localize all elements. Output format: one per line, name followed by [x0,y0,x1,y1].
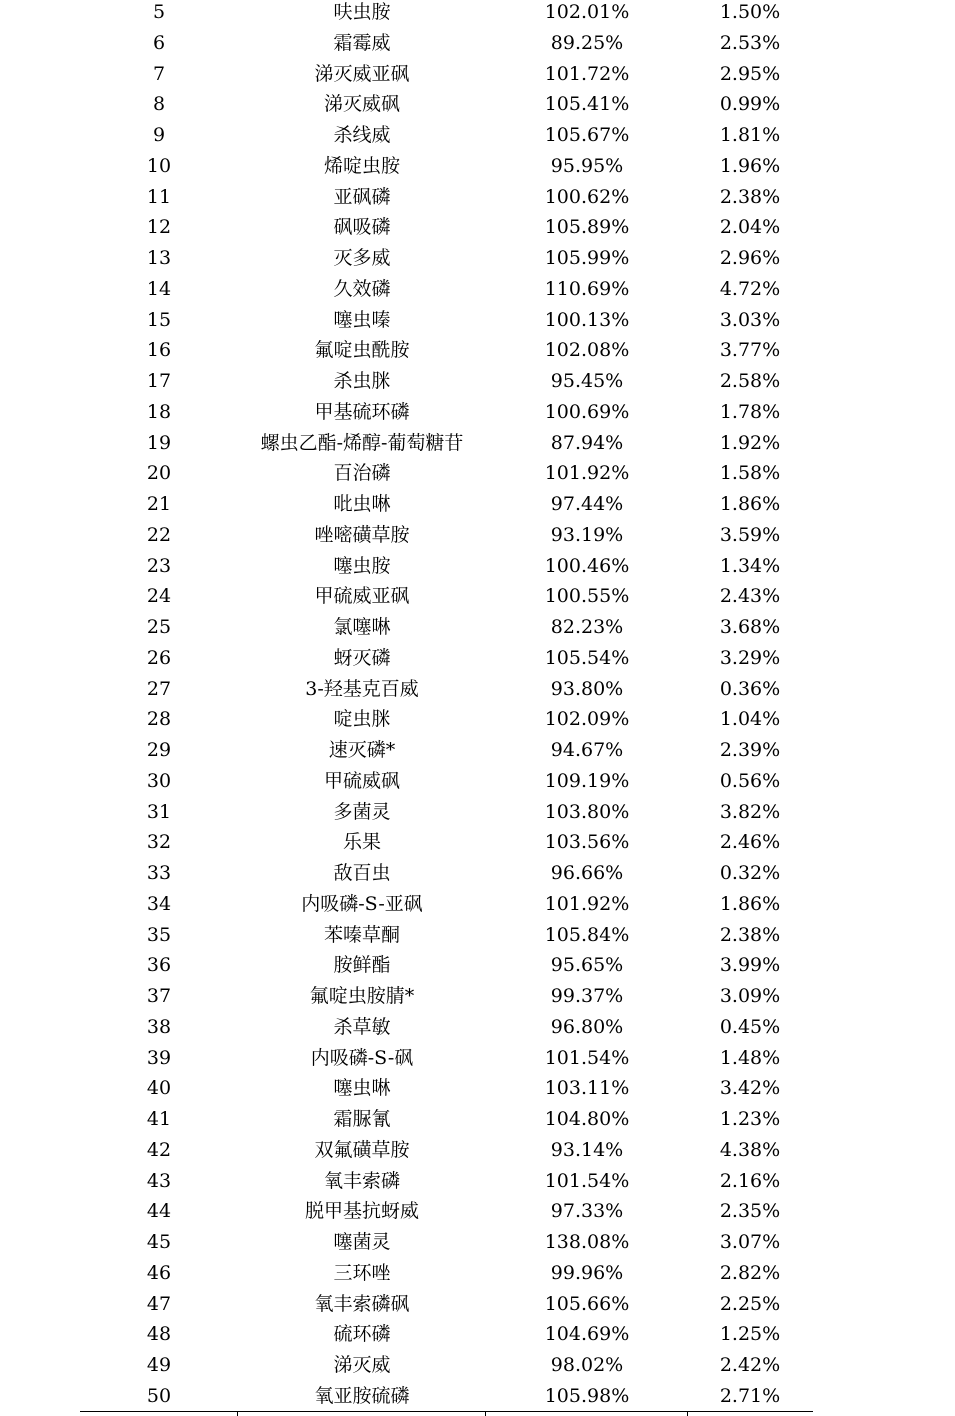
recovery-value: 100.69% [544,400,630,423]
rsd-value: 3.59% [719,523,781,546]
table-row [0,428,955,459]
recovery-value: 99.37% [550,985,624,1007]
recovery-value: 105.54% [544,646,630,669]
table-row [0,1258,955,1289]
compound-name: 霜脲氰 [333,1108,391,1130]
rsd-value: 1.92% [719,431,781,454]
compound-name: 霜霉威 [333,31,391,54]
row-number: 10 [146,154,172,177]
row-number: 45 [146,1231,172,1253]
table-row [0,551,955,582]
recovery-value: 94.67% [550,739,624,761]
rsd-value: 2.71% [719,1384,781,1407]
recovery-value: 95.65% [550,954,624,977]
rsd-value: 0.99% [719,93,781,116]
table-row [0,674,955,705]
recovery-value: 100.55% [544,585,630,608]
table-row [0,1227,955,1258]
compound-name: 涕灭威砜 [323,93,400,116]
recovery-value: 101.92% [544,462,630,485]
recovery-value: 93.80% [550,677,624,700]
recovery-value: 100.62% [544,185,630,208]
row-number: 27 [146,677,172,700]
compound-name: 久效磷 [333,277,391,300]
recovery-value: 104.80% [544,1108,630,1130]
column-divider-tick [687,1411,688,1416]
compound-name: 苯嗪草酮 [323,923,400,946]
table-row [0,1196,955,1227]
row-number: 30 [146,769,172,792]
row-number: 16 [146,339,172,362]
table-row [0,920,955,951]
table-row [0,458,955,489]
row-number: 35 [146,923,172,946]
table-row [0,335,955,366]
row-number: 22 [146,523,172,546]
rsd-value: 0.56% [719,769,781,792]
compound-name: 氟啶虫酰胺 [314,339,410,362]
compound-name: 胺鲜酯 [333,954,391,977]
table-row [0,212,955,243]
recovery-value: 101.54% [544,1169,630,1192]
recovery-value: 97.33% [550,1200,624,1223]
row-number: 43 [146,1169,172,1192]
rsd-value: 2.53% [719,31,781,54]
column-divider-tick [485,1411,486,1416]
rsd-value: 2.38% [719,185,781,208]
table-row [0,889,955,920]
recovery-value: 101.92% [544,892,630,915]
table-row [0,1043,955,1074]
rsd-value: 2.95% [719,62,781,85]
row-number: 6 [152,31,166,54]
table-row [0,1289,955,1320]
recovery-value: 105.98% [544,1384,630,1407]
recovery-value: 95.45% [550,370,624,392]
row-number: 40 [146,1077,172,1100]
rsd-value: 2.58% [719,370,781,392]
recovery-value: 105.41% [544,93,630,116]
recovery-value: 89.25% [550,31,624,54]
table-row [0,1135,955,1166]
compound-name: 甲硫威砜 [323,769,400,792]
row-number: 36 [146,954,172,977]
table-row [0,581,955,612]
row-number: 26 [146,646,172,669]
compound-name: 涕灭威亚砜 [314,62,410,85]
recovery-value: 105.84% [544,923,630,946]
compound-name: 氧亚胺硫磷 [314,1384,410,1407]
table-row [0,704,955,735]
compound-name: 百治磷 [333,462,391,485]
rsd-value: 3.29% [719,646,781,669]
rsd-value: 1.48% [719,1046,781,1069]
recovery-value: 104.69% [544,1323,630,1346]
compound-name: 烯啶虫胺 [323,154,400,177]
recovery-value: 100.13% [544,308,630,331]
compound-name: 唑嘧磺草胺 [314,523,410,546]
rsd-value: 0.45% [719,1015,781,1038]
compound-name: 硫环磷 [333,1323,391,1346]
recovery-value: 101.72% [544,62,630,85]
compound-name: 氯噻啉 [333,616,391,638]
rsd-value: 0.32% [719,862,781,884]
row-number: 44 [146,1200,172,1223]
recovery-value: 96.80% [550,1015,624,1038]
compound-name: 噻虫啉 [333,1077,391,1100]
row-number: 25 [146,616,172,638]
rsd-value: 0.36% [719,677,781,700]
table-row [0,766,955,797]
rsd-value: 3.99% [719,954,781,977]
row-number: 20 [146,462,172,485]
compound-name: 双氟磺草胺 [314,1138,410,1161]
rsd-value: 1.34% [719,554,781,577]
table-row [0,827,955,858]
column-divider-tick [237,1411,238,1416]
table-row [0,151,955,182]
compound-name: 氟啶虫胺腈* [309,985,415,1007]
row-number: 9 [152,124,166,146]
rsd-value: 2.25% [719,1292,781,1315]
row-number: 37 [146,985,172,1007]
table-row [0,397,955,428]
rsd-value: 1.86% [719,493,781,515]
rsd-value: 4.72% [719,277,781,300]
rsd-value: 1.50% [719,1,781,23]
row-number: 15 [146,308,172,331]
recovery-value: 102.01% [544,1,630,23]
compound-name: 脱甲基抗蚜威 [304,1200,419,1223]
row-number: 29 [146,739,172,761]
recovery-value: 82.23% [550,616,624,638]
recovery-value: 103.80% [544,800,630,823]
rsd-value: 3.42% [719,1077,781,1100]
table-row [0,735,955,766]
rsd-value: 2.43% [719,585,781,608]
rsd-value: 1.81% [719,124,781,146]
table-row [0,28,955,59]
row-number: 41 [146,1108,172,1130]
compound-name: 噻菌灵 [333,1231,391,1253]
compound-name: 氧丰索磷 [323,1169,400,1192]
recovery-value: 103.11% [544,1077,630,1100]
table-row [0,643,955,674]
table-row [0,89,955,120]
rsd-value: 3.82% [719,800,781,823]
table-row [0,1073,955,1104]
table-row [0,1104,955,1135]
row-number: 34 [146,892,172,915]
compound-name: 3-羟基克百威 [305,677,419,700]
recovery-value: 102.09% [544,708,630,731]
compound-name: 杀草敏 [333,1015,391,1038]
row-number: 19 [146,431,172,454]
rsd-value: 1.96% [719,154,781,177]
compound-name: 氧丰索磷砜 [314,1292,410,1315]
compound-name: 呋虫胺 [333,1,391,23]
recovery-value: 87.94% [550,431,624,454]
table-bottom-rule [80,1411,813,1412]
table-row [0,1381,955,1412]
compound-name: 灭多威 [333,247,391,269]
compound-name: 啶虫脒 [333,708,391,731]
compound-name: 多菌灵 [333,800,391,823]
rsd-value: 1.23% [719,1108,781,1130]
compound-name: 内吸磷-S-亚砜 [301,892,423,915]
rsd-value: 2.82% [719,1261,781,1284]
rsd-value: 1.86% [719,892,781,915]
table-row [0,489,955,520]
recovery-value: 105.67% [544,124,630,146]
row-number: 13 [146,247,172,269]
row-number: 31 [146,800,172,823]
rsd-value: 2.35% [719,1200,781,1223]
row-number: 42 [146,1138,172,1161]
compound-name: 敌百虫 [333,862,391,884]
table-row [0,612,955,643]
row-number: 17 [146,370,172,392]
rsd-value: 3.68% [719,616,781,638]
table-row [0,1319,955,1350]
rsd-value: 3.07% [719,1231,781,1253]
rsd-value: 1.04% [719,708,781,731]
compound-name: 砜吸磷 [333,216,391,239]
rsd-value: 2.04% [719,216,781,239]
row-number: 24 [146,585,172,608]
rsd-value: 2.96% [719,247,781,269]
compound-name: 甲基硫环磷 [314,400,410,423]
row-number: 5 [152,1,166,23]
row-number: 33 [146,862,172,884]
compound-name: 内吸磷-S-砜 [310,1046,414,1069]
compound-name: 噻虫嗪 [333,308,391,331]
table-row [0,243,955,274]
row-number: 28 [146,708,172,731]
table-row [0,305,955,336]
rsd-value: 2.38% [719,923,781,946]
rsd-value: 3.09% [719,985,781,1007]
row-number: 39 [146,1046,172,1069]
table-row [0,797,955,828]
recovery-value: 102.08% [544,339,630,362]
recovery-value: 101.54% [544,1046,630,1069]
recovery-value: 105.89% [544,216,630,239]
compound-name: 吡虫啉 [333,493,391,515]
table-row [0,0,955,28]
compound-name: 涕灭威 [333,1354,391,1376]
compound-name: 螺虫乙酯-烯醇-葡萄糖苷 [260,431,464,454]
compound-name: 杀线威 [333,124,391,146]
rsd-value: 2.39% [719,739,781,761]
row-number: 32 [146,831,172,854]
row-number: 11 [146,185,172,208]
compound-name: 速灭磷* [328,739,396,761]
rsd-value: 2.42% [719,1354,781,1376]
row-number: 21 [146,493,172,515]
table-row [0,950,955,981]
compound-name: 亚砜磷 [333,185,391,208]
row-number: 8 [152,93,166,116]
row-number: 49 [146,1354,172,1376]
rsd-value: 2.16% [719,1169,781,1192]
recovery-value: 103.56% [544,831,630,854]
rsd-value: 4.38% [719,1138,781,1161]
table-row [0,120,955,151]
row-number: 18 [146,400,172,423]
recovery-value: 105.99% [544,247,630,269]
row-number: 46 [146,1261,172,1284]
rsd-value: 1.58% [719,462,781,485]
row-number: 7 [152,62,166,85]
recovery-value: 110.69% [544,277,630,300]
table-row [0,1350,955,1381]
recovery-value: 93.14% [550,1138,624,1161]
row-number: 12 [146,216,172,239]
row-number: 14 [146,277,172,300]
row-number: 47 [146,1292,172,1315]
recovery-value: 97.44% [550,493,624,515]
table-row [0,520,955,551]
row-number: 48 [146,1323,172,1346]
compound-name: 蚜灭磷 [333,646,391,669]
table-row [0,59,955,90]
recovery-value: 138.08% [544,1231,630,1253]
recovery-value: 98.02% [550,1354,624,1376]
row-number: 50 [146,1384,172,1407]
row-number: 23 [146,554,172,577]
table-row [0,366,955,397]
compound-name: 乐果 [342,831,381,854]
rsd-value: 3.77% [719,339,781,362]
compound-name: 甲硫威亚砜 [314,585,410,608]
recovery-value: 100.46% [544,554,630,577]
table-row [0,1166,955,1197]
rsd-value: 1.78% [719,400,781,423]
table-row [0,981,955,1012]
table-row [0,274,955,305]
recovery-value: 96.66% [550,862,624,884]
rsd-value: 1.25% [719,1323,781,1346]
row-number: 38 [146,1015,172,1038]
compound-name: 噻虫胺 [333,554,391,577]
rsd-value: 2.46% [719,831,781,854]
table-row [0,182,955,213]
table-row [0,1012,955,1043]
recovery-value: 109.19% [544,769,630,792]
compound-name: 三环唑 [333,1261,391,1284]
table-row [0,858,955,889]
recovery-value: 105.66% [544,1292,630,1315]
recovery-value: 95.95% [550,154,624,177]
compound-name: 杀虫脒 [333,370,391,392]
recovery-value: 93.19% [550,523,624,546]
recovery-value: 99.96% [550,1261,624,1284]
rsd-value: 3.03% [719,308,781,331]
